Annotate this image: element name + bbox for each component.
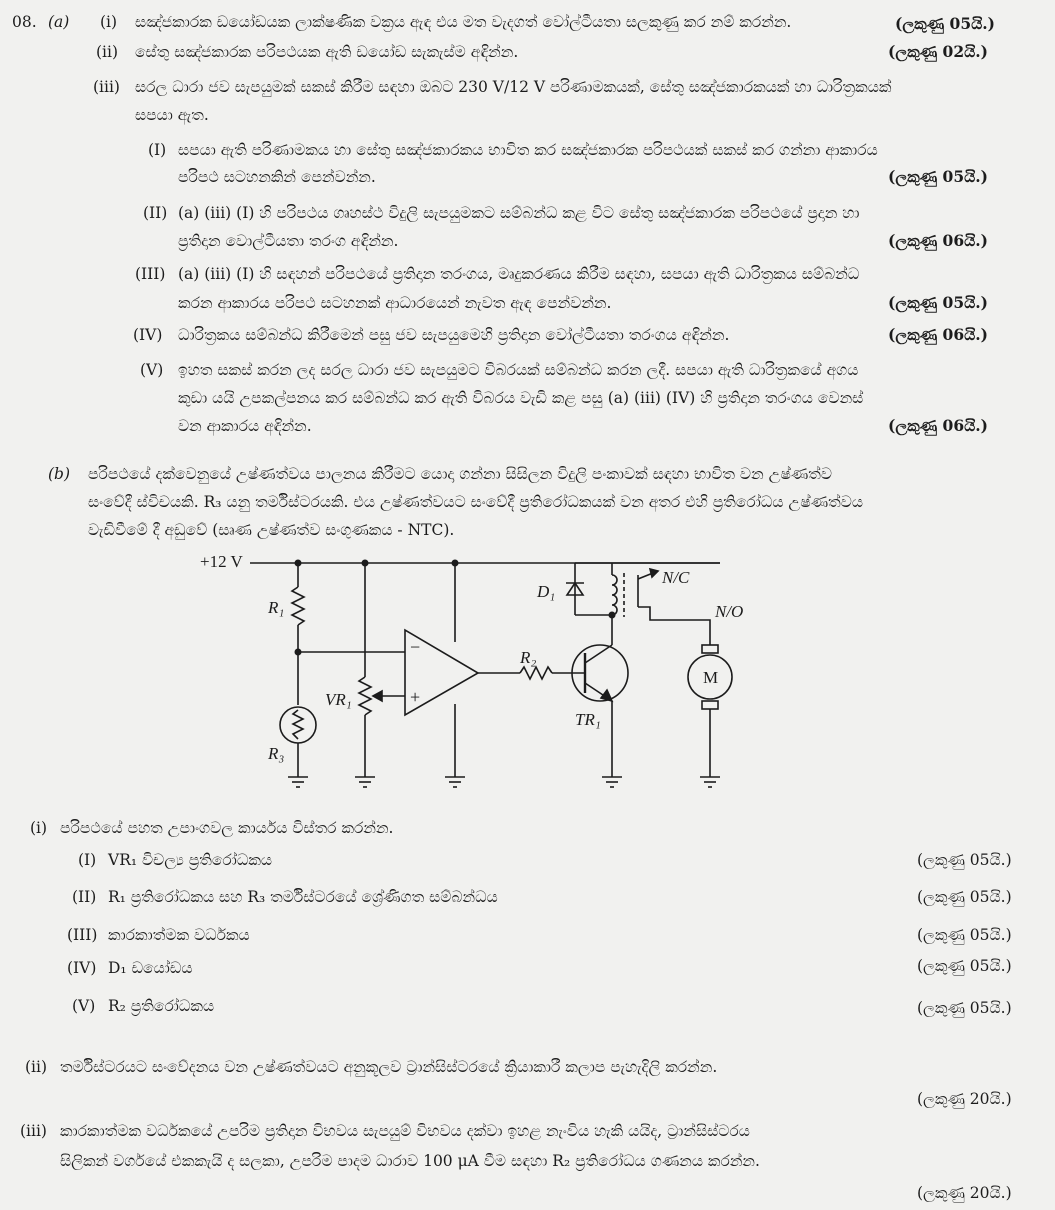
vr1-label: VR₁: [325, 690, 352, 709]
comp-III-text: කාරකාත්මක වර්ධකය: [108, 926, 250, 944]
a-ii-num: (ii): [96, 43, 119, 61]
d1-label: D₁: [537, 582, 556, 601]
part-b-line1: පරිපථයේ දක්වෙනුයේ උෂ්ණත්වය පාලනය කිරීමට යොදා ගන්නා සිසිලන විදුලි පංකාවක් සඳහා භාවිත වන උෂ්ණත්ව: [88, 465, 833, 483]
sub-III-num: (III): [135, 265, 166, 283]
sub-II-marks: (ලකුණු 06යි.): [888, 231, 988, 250]
sub-III-marks: (ලකුණු 05යි.): [888, 293, 988, 312]
tr1-label: TR₁: [575, 710, 601, 729]
a-iii-line1: සරල ධාරා ජව සැපයුමක් සකස් කිරීම සඳහා ඔබට 230 V/12 V පරිණාමකයක්, සේතු සඤ්ජකාරකයක් හා ධාරිත්‍රකයක්: [135, 78, 892, 96]
sub-IV-num: (IV): [133, 326, 163, 344]
motor-label: M: [703, 668, 719, 687]
part-b-line2: සංවේදී ස්විචයකි. R₃ යනු තර්මිස්ටරයකි. එය උෂ්ණත්වයට සංවේදී ප්‍රතිරෝධකයක් වන අතර එහි ප්‍රතිරෝධය උෂ්ණත්වය: [88, 493, 864, 511]
supply-label: +12 V: [200, 552, 243, 571]
comp-V-text: R₂ ප්‍රතිරෝධකය: [108, 997, 215, 1015]
q-iii-marks: (ලකුණු 20යි.): [917, 1184, 1012, 1202]
comp-I-num: (I): [78, 851, 97, 869]
q-i-text: පරිපථයේ පහත උපාංගවල කාර්යය විස්තර කරන්න.: [60, 819, 394, 837]
a-iii-num: (iii): [93, 78, 120, 96]
sub-II-line2: ප්‍රතිදාන වොල්ටීයතා තරංග අඳින්න.: [178, 232, 399, 250]
sub-I-line2: පරිපථ සටහනකින් පෙන්වන්න.: [178, 168, 376, 186]
sub-V-line3: වන ආකාරය අඳින්න.: [178, 417, 312, 435]
sub-V-line1: ඉහත සකස් කරන ලද සරල ධාරා ජව සැපයුමට විබරයක් සම්බන්ධ කරන ලදී. සපයා ඇති ධාරිත්‍රකයේ අගය: [178, 361, 859, 379]
part-a-label: (a): [48, 13, 70, 31]
r1-label: R₁: [268, 598, 285, 617]
comp-III-num: (III): [67, 926, 98, 944]
sub-II-num: (II): [143, 204, 168, 222]
sub-IV-marks: (ලකුණු 06යි.): [888, 325, 988, 344]
q-ii-num: (ii): [25, 1058, 48, 1076]
cooling-fan-circuit-diagram: [180, 545, 744, 800]
comp-IV-text: D₁ ඩයෝඩය: [108, 959, 193, 977]
sub-I-num: (I): [148, 141, 167, 159]
no-label: N/O: [715, 602, 744, 621]
part-b-label: (b): [48, 465, 71, 483]
a-iii-line2: සපයා ඇත.: [135, 106, 209, 124]
q-iii-line2: සිලිකන් වර්ගයේ එකකැයි ද සලකා, උපරිම පාදම ධාරාව 100 μA වීම සඳහා R₂ ප්‍රතිරෝධය ගණනය කරන්න.: [60, 1152, 760, 1170]
sub-III-line2: කරන ආකාරය පරිපථ සටහනක් ආධාරයෙන් නැවත ඇඳ පෙන්වන්න.: [178, 294, 612, 312]
comp-IV-num: (IV): [67, 959, 97, 977]
comp-V-num: (V): [72, 997, 96, 1015]
comp-II-num: (II): [72, 888, 97, 906]
q-ii-marks: (ලකුණු 20යි.): [917, 1090, 1012, 1108]
a-ii-text: සේතු සඤ්ජකාරක පරිපථයක ඇති ඩයෝඩ සැකැස්ම අඳින්න.: [135, 43, 519, 61]
a-i-num: (i): [100, 13, 118, 31]
comp-V-marks: (ලකුණු 05යි.): [917, 999, 1012, 1017]
r2-label: R₂: [520, 648, 537, 667]
comp-I-text: VR₁ විචල්‍ය ප්‍රතිරෝධකය: [108, 851, 273, 869]
sub-I-line1: සපයා ඇති පරිණාමකය හා සේතු සඤ්ජකාරකය භාවිත කර සඤ්ජකාරක පරිපථයක් සකස් කර ගන්නා ආකාරය: [178, 141, 878, 159]
part-b-line3: වැඩිවීමේ දී අඩුවේ (සෘණ උෂ්ණත්ව සංගුණකය - NTC).: [88, 521, 455, 539]
r3-label: R₃: [268, 744, 285, 763]
q-i-num: (i): [30, 819, 48, 837]
sub-IV-line1: ධාරිත්‍රකය සම්බන්ධ කිරීමෙන් පසු ජව සැපයුමෙහි ප්‍රතිදාන වෝල්ටීයතා තරංගය අඳින්න.: [178, 326, 730, 344]
question-number: 08.: [12, 13, 37, 31]
sub-II-line1: (a) (iii) (I) හි පරිපථය ගෘහස්ථ විදුලි සැපයුමකට සම්බන්ධ කළ විට සේතු සඤ්ජකාරක පරිපථයේ ප්‍රදාන හා: [178, 204, 860, 222]
q-iii-line1: කාරකාත්මක වර්ධකයේ උපරිම ප්‍රතිදාන විභවය සැපයුම් විභවය දක්වා ඉහළ නැංවිය හැකි යයිද, ට්‍රාන්සිස්ටරය: [60, 1122, 750, 1140]
q-ii-text: තර්මිස්ටරයට සංවේදනය වන උෂ්ණත්වයට අනුකූලව ට්‍රාන්සිස්ටරයේ ක්‍රියාකාරී කලාප පැහැදිලි කරන්න.: [60, 1058, 718, 1076]
nc-label: N/C: [662, 568, 690, 587]
a-i-text: සඤ්ජකාරක ඩයෝඩයක ලාක්ෂණික වක්‍රය ඇඳ එය මත වැදගත් වෝල්ටීයතා සලකුණු කර නම් කරන්න.: [135, 13, 792, 31]
sub-V-marks: (ලකුණු 06යි.): [888, 416, 988, 435]
ground-symbols: [288, 777, 720, 787]
sub-V-line2: කුඩා යයි උපකල්පනය කර සම්බන්ධ කර ඇති විබරය වැඩි කළ පසු (a) (iii) (IV) හි ප්‍රතිදාන තරංගය වෙනස්: [178, 389, 864, 407]
comp-I-marks: (ලකුණු 05යි.): [917, 851, 1012, 869]
sub-V-num: (V): [140, 361, 164, 379]
a-i-marks: (ලකුණු 05යි.): [895, 14, 995, 33]
comp-II-marks: (ලකුණු 05යි.): [917, 888, 1012, 906]
sub-I-marks: (ලකුණු 05යි.): [888, 167, 988, 186]
a-ii-marks: (ලකුණු 02යි.): [888, 42, 988, 61]
opamp-minus: −: [410, 637, 421, 657]
opamp-plus: +: [410, 687, 421, 707]
comp-II-text: R₁ ප්‍රතිරෝධකය සහ R₃ තර්මිස්ටරයේ ශ්‍රේණිගත සම්බන්ධය: [108, 888, 498, 906]
sub-III-line1: (a) (iii) (I) හි සඳහන් පරිපථයේ ප්‍රතිදාන තරංගය, මෘදුකරණය කිරීම සඳහා, සපයා ඇති ධාරිත්‍රකය සම්බන්ධ: [178, 265, 860, 283]
q-iii-num: (iii): [20, 1122, 47, 1140]
comp-IV-marks: (ලකුණු 05යි.): [917, 957, 1012, 975]
comp-III-marks: (ලකුණු 05යි.): [917, 926, 1012, 944]
